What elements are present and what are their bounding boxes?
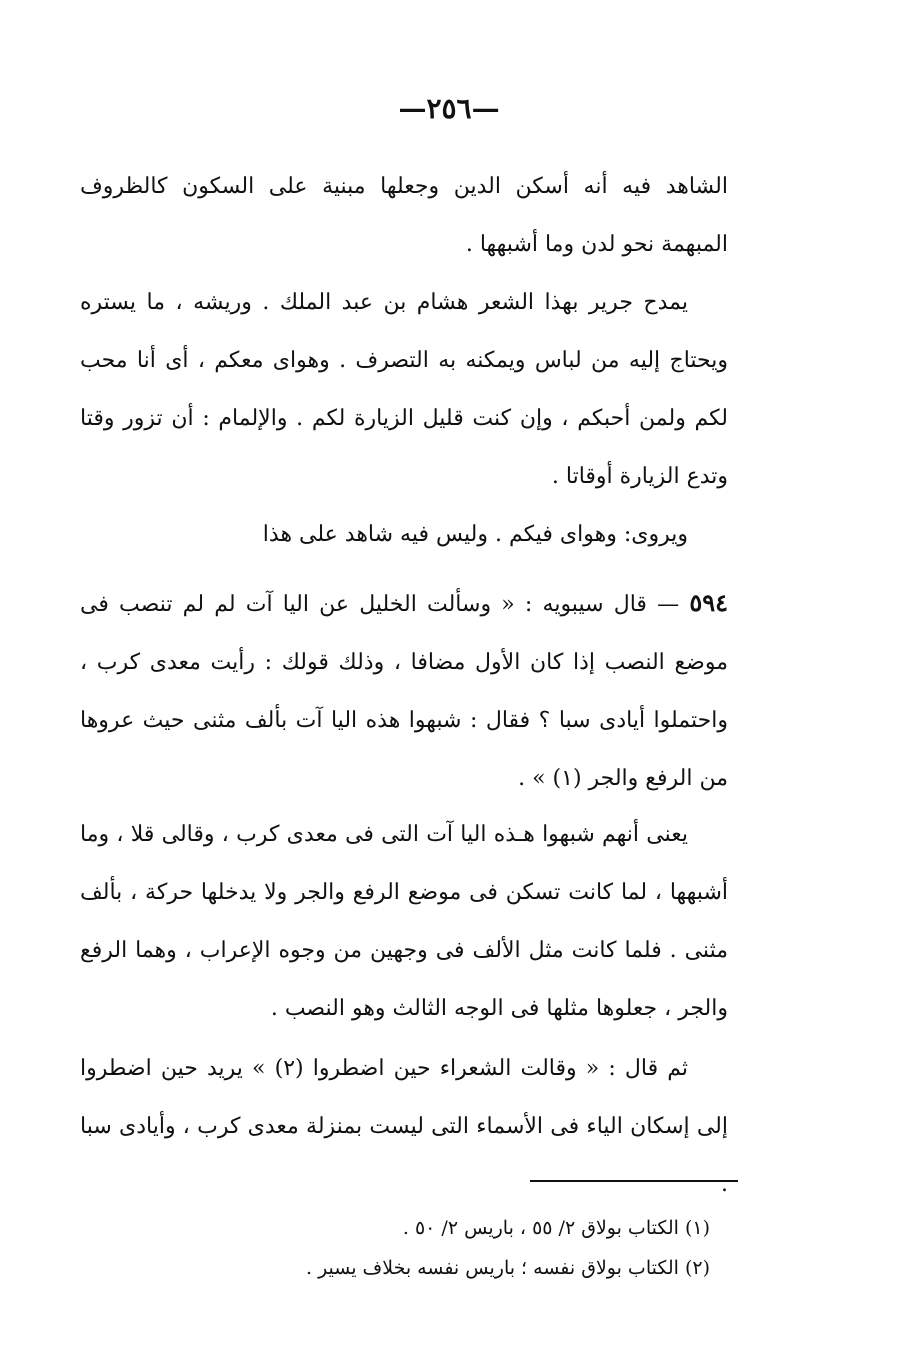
paragraph-1-text: الشاهد فيه أنه أسكن الدين وجعلها مبنية على السكون كالظروف المبهمة نحو لدن وما أشبهها . bbox=[80, 174, 728, 257]
paragraph-1 bbox=[80, 158, 728, 274]
paragraph-3 bbox=[80, 506, 728, 564]
entry-number: ٥٩٤ bbox=[689, 588, 728, 617]
paragraph-5 bbox=[80, 806, 728, 1038]
footnote-divider bbox=[530, 1180, 738, 1182]
paragraph-6 bbox=[80, 1040, 728, 1214]
paragraph-4-text: — قال سيبويه : « وسألت الخليل عن اليا آت لم لم تنصب فى موضع النصب إذا كان الأول مضافا ، وذلك قولك : رأيت معدى كرب ، واحتملوا أيادى سبا ؟ فقال : شبهوا هذه اليا آت بألف مثنى حيث عروها من الرفع والجر (١) » . bbox=[80, 592, 728, 791]
page-number: —٢٥٦— bbox=[398, 92, 500, 125]
paragraph-2-text: يمدح جرير بهذا الشعر هشام بن عبد الملك . وريشه ، ما يستره ويحتاج إليه من لباس ويمكنه به التصرف . وهواى معكم ، أى أنا محب لكم ولمن أحبكم ، وإن كنت قليل الزيارة لكم . والإلمام : أن تزور وقتا وتدع الزيارة أوقاتا . bbox=[80, 290, 728, 489]
paragraph-2 bbox=[80, 274, 728, 506]
footnote-2: (٢) الكتاب بولاق نفسه ؛ باريس نفسه بخلاف يسير . bbox=[305, 1257, 710, 1279]
paragraph-5-text: يعنى أنهم شبهوا هـذه اليا آت التى فى معدى كرب ، وقالى قلا ، وما أشبهها ، لما كانت تسكن فى موضع الرفع والجر ولا يدخلها حركة ، بألف مثنى . فلما كانت مثل الألف فى وجهين من وجوه الإعراب ، وهما الرفع والجر ، جعلوها مثلها فى الوجه الثالث وهو النصب . bbox=[80, 822, 728, 1021]
paragraph-4 bbox=[80, 574, 728, 808]
paragraph-3-text: ويروى: وهواى فيكم . وليس فيه شاهد على هذا bbox=[262, 522, 688, 547]
footnotes bbox=[150, 1208, 710, 1288]
paragraph-6-text: ثم قال : « وقالت الشعراء حين اضطروا (٢) » يريد حين اضطروا إلى إسكان الياء فى الأسماء التى ليست بمنزلة معدى كرب ، وأيادى سبا . bbox=[80, 1056, 728, 1197]
footnote-1: (١) الكتاب بولاق ٢/ ٥٥ ، باريس ٢/ ٥٠ . bbox=[402, 1217, 710, 1239]
